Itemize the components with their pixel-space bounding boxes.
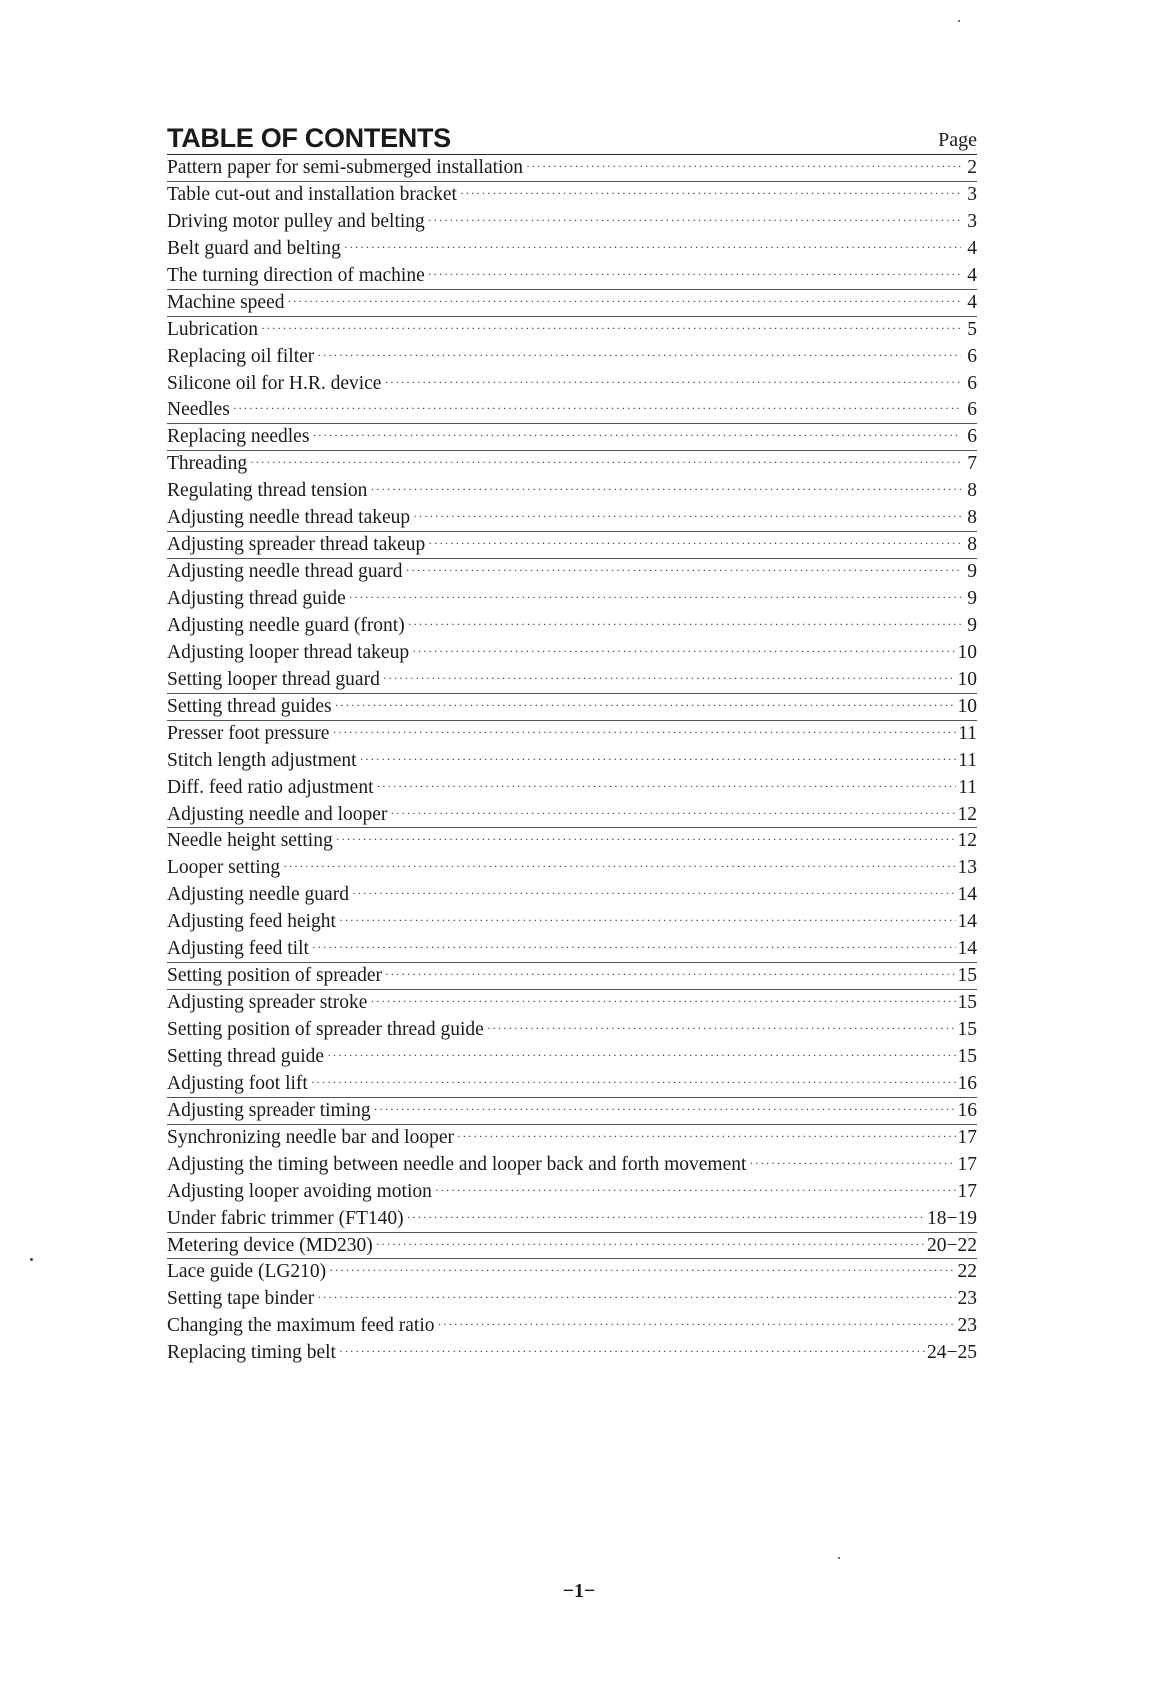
- toc-entry: [167, 317, 977, 344]
- toc-entry-label: Adjusting needle thread takeup: [167, 507, 411, 529]
- dot-leader: [435, 1177, 956, 1204]
- toc-entry: [167, 1233, 977, 1260]
- dot-leader: [376, 1231, 925, 1258]
- toc-entry: [167, 613, 977, 640]
- toc-entry: [167, 1125, 977, 1152]
- toc-entry-label: The turning direction of machine: [167, 264, 425, 286]
- toc-entry-page: 6: [967, 399, 977, 421]
- dot-leader: [233, 395, 961, 422]
- toc-entry: [167, 721, 977, 748]
- dot-leader: [385, 961, 955, 988]
- dot-leader: [412, 638, 955, 665]
- toc-entry: [167, 424, 977, 451]
- toc-entry-label: Adjusting the timing between needle and looper back and forth movement: [167, 1153, 747, 1175]
- toc-entry-page: 8: [967, 480, 977, 502]
- toc-entry-label: Stitch length adjustment: [167, 749, 357, 771]
- dot-leader: [329, 1257, 955, 1284]
- toc-entry: [167, 236, 977, 263]
- toc-entry: [167, 775, 977, 802]
- dot-leader: [370, 988, 955, 1015]
- toc-entry-label: Setting looper thread guard: [167, 668, 380, 690]
- toc-entry-label: Looper setting: [167, 857, 281, 879]
- dot-leader: [317, 1284, 955, 1311]
- toc-entry: [167, 478, 977, 505]
- dot-leader: [335, 692, 956, 719]
- toc-entry-label: Regulating thread tension: [167, 480, 368, 502]
- toc-entry-label: Presser foot pressure: [167, 722, 330, 744]
- toc-entry: [167, 586, 977, 613]
- toc-entry-label: Adjusting feed height: [167, 911, 336, 933]
- toc-entry-page: 6: [967, 372, 977, 394]
- toc-entry-label: Diff. feed ratio adjustment: [167, 776, 374, 798]
- toc-entry-page: 14: [957, 938, 977, 960]
- toc-entry-label: Adjusting thread guide: [167, 588, 346, 609]
- toc-entry: [167, 1152, 977, 1179]
- toc-entry-label: Adjusting needle and looper: [167, 803, 388, 825]
- dot-leader: [336, 826, 956, 853]
- page-number: −1−: [562, 1580, 596, 1602]
- toc-entry-page: 4: [967, 237, 977, 259]
- toc-entry-label: Setting tape binder: [167, 1288, 315, 1310]
- toc-entry-label: Setting position of spreader: [167, 965, 383, 987]
- toc-entry: [167, 855, 977, 882]
- toc-entry-label: Adjusting looper thread takeup: [167, 641, 410, 663]
- toc-entry-page: 2: [967, 157, 977, 178]
- toc-entry: [167, 559, 977, 586]
- dot-leader: [438, 1311, 956, 1338]
- toc-entry-page: 10: [957, 668, 977, 690]
- toc-entry: [167, 397, 977, 424]
- toc-entry-page: 8: [967, 507, 977, 529]
- toc-entry: [167, 505, 977, 532]
- toc-entry-page: 23: [957, 1288, 977, 1310]
- toc-entry-page: 7: [967, 453, 977, 475]
- toc-entry-page: 18−19: [927, 1207, 977, 1229]
- dot-leader: [352, 880, 956, 907]
- toc-list: [167, 155, 977, 1367]
- toc-entry: [167, 667, 977, 694]
- dot-leader: [428, 261, 961, 288]
- toc-entry: [167, 748, 977, 775]
- toc-entry-page: 13: [957, 857, 977, 879]
- toc-entry-page: 4: [967, 291, 977, 313]
- dot-leader: [407, 1204, 925, 1231]
- dot-leader: [250, 449, 961, 476]
- toc-entry-page: 8: [967, 534, 977, 556]
- toc-entry-label: Lace guide (LG210): [167, 1261, 327, 1283]
- toc-entry-label: Silicone oil for H.R. device: [167, 372, 382, 394]
- dot-leader: [428, 530, 961, 557]
- dot-leader: [344, 234, 961, 261]
- dot-leader: [339, 1338, 925, 1365]
- toc-entry: [167, 532, 977, 559]
- dot-leader: [339, 907, 956, 934]
- dot-leader: [332, 719, 956, 746]
- toc-entry-page: 9: [967, 614, 977, 636]
- toc-entry-label: Replacing oil filter: [167, 345, 315, 367]
- toc-entry: [167, 451, 977, 478]
- dot-leader: [312, 422, 961, 449]
- toc-entry: [167, 1071, 977, 1098]
- scan-speck: [838, 1557, 840, 1559]
- toc-entry: [167, 290, 977, 317]
- dot-leader: [283, 853, 955, 880]
- toc-entry: [167, 828, 977, 855]
- dot-leader: [349, 584, 961, 611]
- dot-leader: [327, 1042, 955, 1069]
- toc-entry: [167, 1313, 977, 1340]
- toc-entry-label: Changing the maximum feed ratio: [167, 1315, 435, 1337]
- toc-entry-page: 17: [957, 1180, 977, 1202]
- dot-leader: [749, 1150, 955, 1177]
- toc-entry-page: 6: [967, 426, 977, 448]
- toc-entry: [167, 640, 977, 667]
- toc-entry: [167, 182, 977, 209]
- toc-entry-page: 16: [957, 1072, 977, 1094]
- page-column-label: Page: [938, 129, 977, 151]
- toc-entry: [167, 1286, 977, 1313]
- dot-leader: [428, 207, 961, 234]
- dot-leader: [457, 1123, 956, 1150]
- dot-leader: [460, 180, 961, 207]
- dot-leader: [288, 288, 962, 315]
- toc-entry-page: 4: [967, 264, 977, 286]
- dot-leader: [374, 1096, 956, 1123]
- toc-entry-page: 15: [957, 965, 977, 987]
- toc-entry-page: 23: [957, 1315, 977, 1337]
- toc-entry-label: Adjusting needle guard (front): [167, 614, 405, 636]
- toc-entry-page: 16: [957, 1099, 977, 1121]
- dot-leader: [311, 1069, 956, 1096]
- toc-entry-page: 24−25: [927, 1342, 977, 1364]
- toc-entry-page: 14: [957, 884, 977, 906]
- toc-header: [167, 118, 977, 155]
- toc-entry-label: Replacing needles: [167, 426, 310, 448]
- toc-entry-page: 17: [957, 1153, 977, 1175]
- dot-leader: [413, 503, 961, 530]
- toc-entry: [167, 1044, 977, 1071]
- toc-entry: [167, 990, 977, 1017]
- toc-entry-label: Lubrication: [167, 318, 258, 340]
- toc-entry-label: Setting position of spreader thread guide: [167, 1019, 484, 1040]
- toc-entry-page: 20−22: [927, 1234, 977, 1256]
- toc-page: [167, 118, 977, 1367]
- toc-entry-page: 14: [957, 911, 977, 933]
- toc-entry-page: 15: [957, 992, 977, 1014]
- dot-leader: [312, 934, 956, 961]
- toc-entry: [167, 1340, 977, 1367]
- toc-entry-page: 11: [958, 776, 977, 798]
- toc-entry-page: 15: [957, 1019, 977, 1040]
- dot-leader: [487, 1015, 956, 1042]
- dot-leader: [406, 557, 961, 584]
- toc-entry-label: Threading: [167, 453, 248, 475]
- toc-entry-label: Pattern paper for semi-submerged installation: [167, 157, 523, 178]
- toc-entry-label: Belt guard and belting: [167, 237, 341, 259]
- toc-entry-label: Machine speed: [167, 291, 285, 313]
- toc-entry-page: 5: [967, 318, 977, 340]
- toc-entry-label: Synchronizing needle bar and looper: [167, 1126, 454, 1148]
- toc-entry-label: Adjusting spreader thread takeup: [167, 534, 426, 556]
- toc-entry-label: Adjusting spreader stroke: [167, 992, 368, 1014]
- toc-entry: [167, 209, 977, 236]
- toc-entry-label: Metering device (MD230): [167, 1234, 373, 1256]
- dot-leader: [526, 153, 961, 180]
- toc-entry-page: 10: [957, 695, 977, 717]
- toc-entry-page: 22: [957, 1261, 977, 1283]
- toc-entry-page: 3: [967, 210, 977, 232]
- toc-entry-page: 3: [967, 183, 977, 205]
- toc-entry-label: Adjusting looper avoiding motion: [167, 1180, 432, 1202]
- toc-entry: [167, 694, 977, 721]
- toc-entry: [167, 1017, 977, 1044]
- toc-entry: [167, 1098, 977, 1125]
- toc-entry-label: Setting thread guides: [167, 695, 332, 717]
- toc-entry-label: Setting thread guide: [167, 1045, 325, 1067]
- toc-entry: [167, 344, 977, 371]
- toc-entry-label: Driving motor pulley and belting: [167, 210, 425, 232]
- dot-leader: [370, 476, 961, 503]
- dot-leader: [408, 611, 961, 638]
- toc-entry: [167, 263, 977, 290]
- toc-entry-label: Replacing timing belt: [167, 1342, 336, 1364]
- dot-leader: [360, 746, 957, 773]
- scan-speck: [958, 20, 960, 22]
- toc-entry-label: Adjusting feed tilt: [167, 938, 309, 960]
- toc-entry-page: 12: [957, 803, 977, 825]
- toc-entry-page: 11: [958, 722, 977, 744]
- scan-speck: [30, 1258, 33, 1261]
- toc-entry-label: Needles: [167, 399, 230, 421]
- toc-entry-label: Adjusting needle thread guard: [167, 561, 403, 583]
- dot-leader: [261, 315, 961, 342]
- toc-entry: [167, 371, 977, 398]
- toc-entry-label: Under fabric trimmer (FT140): [167, 1207, 404, 1229]
- toc-entry-page: 9: [967, 561, 977, 583]
- toc-entry-label: Adjusting needle guard: [167, 884, 349, 906]
- dot-leader: [317, 342, 961, 369]
- toc-entry-page: 10: [957, 641, 977, 663]
- toc-entry: [167, 802, 977, 829]
- toc-entry: [167, 1206, 977, 1233]
- page-title: TABLE OF CONTENTS: [167, 123, 451, 153]
- toc-entry-page: 17: [957, 1126, 977, 1148]
- toc-entry: [167, 1179, 977, 1206]
- toc-entry-label: Adjusting spreader timing: [167, 1099, 371, 1121]
- toc-entry: [167, 1259, 977, 1286]
- toc-entry-page: 9: [967, 588, 977, 609]
- toc-entry-page: 12: [957, 830, 977, 852]
- dot-leader: [377, 773, 957, 800]
- dot-leader: [383, 665, 956, 692]
- dot-leader: [390, 800, 955, 827]
- toc-entry-page: 11: [958, 749, 977, 771]
- toc-entry-page: 15: [957, 1045, 977, 1067]
- toc-entry: [167, 936, 977, 963]
- toc-entry-label: Table cut-out and installation bracket: [167, 183, 457, 205]
- toc-entry-label: Needle height setting: [167, 830, 333, 852]
- toc-entry: [167, 882, 977, 909]
- toc-entry-label: Adjusting foot lift: [167, 1072, 308, 1094]
- toc-entry: [167, 963, 977, 990]
- toc-entry: [167, 909, 977, 936]
- toc-entry: [167, 155, 977, 182]
- toc-entry-page: 6: [967, 345, 977, 367]
- dot-leader: [384, 369, 961, 396]
